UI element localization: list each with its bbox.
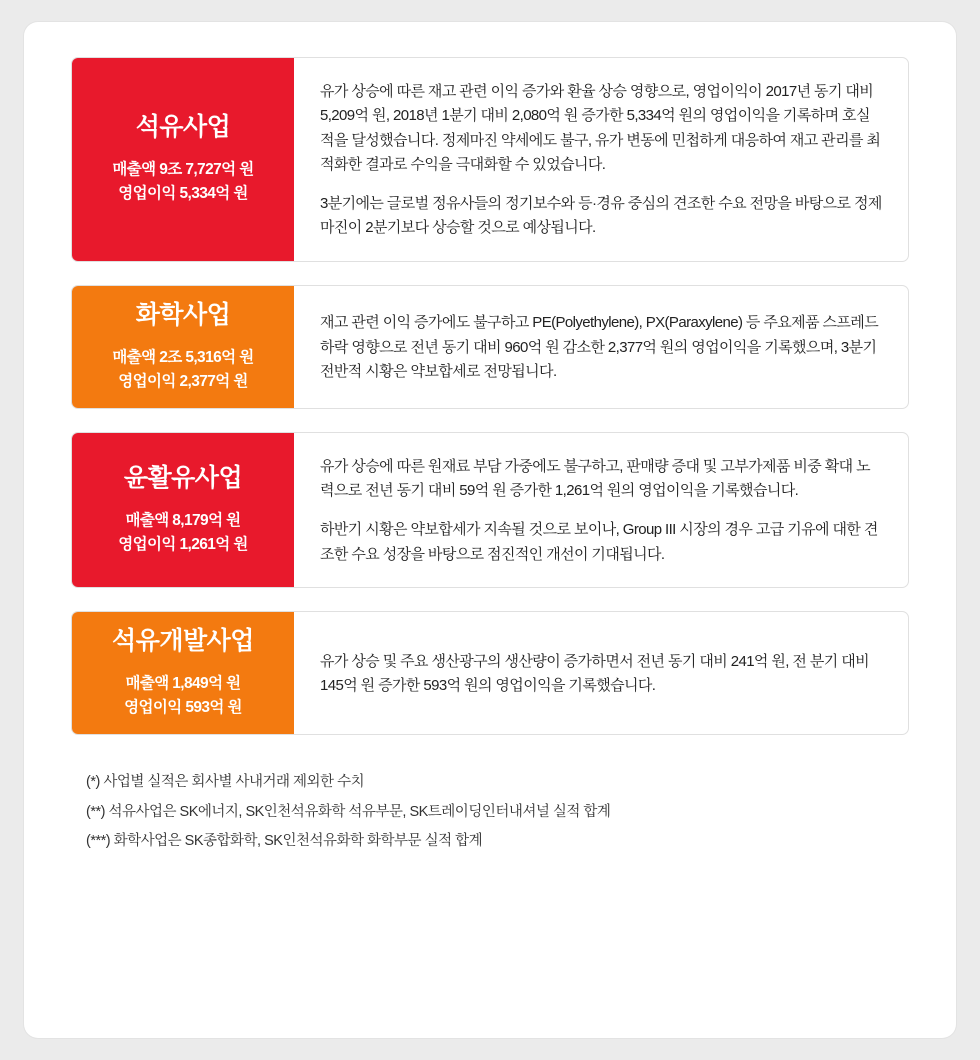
footnote-item: (*) 사업별 실적은 회사별 사내거래 제외한 수치: [86, 774, 365, 791]
segment-revenue: 매출액 2조 5,316억 원: [112, 348, 254, 366]
segment-paragraph: 유가 상승 및 주요 생산광구의 생산량이 증가하면서 전년 동기 대비 241억 원, 전 분기 대비 145억 원 증가한 593억 원의 영업이익을 기록했습니다.: [320, 652, 870, 695]
segment-header-chemical: [72, 286, 294, 408]
segment-title: 화학사업: [135, 300, 231, 329]
segment-row-chemical: [72, 286, 908, 408]
segment-title: 석유사업: [135, 113, 231, 142]
segment-revenue: 매출액 9조 7,727억 원: [112, 161, 254, 179]
segment-row-oil: [72, 58, 908, 261]
segment-body-oil: [294, 58, 908, 261]
segment-operating-profit: 영업이익 2,377억 원: [118, 372, 248, 390]
segment-paragraph: 유가 상승에 따른 재고 관련 이익 증가와 환율 상승 영향으로, 영업이익이 2017년 동기 대비 5,209억 원, 2018년 1분기 대비 2,080억 원 증가한 5,334억 원의 영업이익을 기록하며 호실적을 달성했습니다. 정제마진 약세에도 불구, 유가 변동에 민첩하게 대응하여 재고 관리를 최적화한 결과로 수익을 극대화할 수 있었습니다.: [320, 83, 881, 173]
segment-operating-profit: 영업이익 5,334억 원: [118, 185, 248, 203]
segment-row-e-and-p: [72, 612, 908, 734]
segment-header-oil: [72, 58, 294, 261]
segment-body-e-and-p: [294, 612, 908, 734]
footnote-list: [72, 759, 908, 853]
segment-header-lubricants: [72, 433, 294, 587]
segment-body-chemical: [294, 286, 908, 408]
segment-operating-profit: 영업이익 1,261억 원: [118, 535, 248, 553]
segment-revenue: 매출액 8,179억 원: [125, 511, 241, 529]
segment-paragraph: 유가 상승에 따른 원재료 부담 가중에도 불구하고, 판매량 증대 및 고부가제품 비중 확대 노력으로 전년 동기 대비 59억 원 증가한 1,261억 원의 영업이익을 기록했습니다.: [320, 457, 870, 500]
segment-operating-profit: 영업이익 593억 원: [124, 699, 242, 717]
segment-revenue: 매출액 1,849억 원: [125, 675, 241, 692]
footnote-item: (***) 화학사업은 SK종합화학, SK인천석유화학 화학부문 실적 합계: [86, 833, 483, 849]
segment-paragraph: 재고 관련 이익 증가에도 불구하고 PE(Polyethylene), PX(Paraxylene) 등 주요제품 스프레드 하락 영향으로 전년 동기 대비 960억 원 감소한 2,377억 원의 영업이익을 기록했으며, 3분기 전반적 시황은 약보합세로 전망됩니다.: [320, 314, 879, 380]
footnote-item: (**) 석유사업은 SK에너지, SK인천석유화학 석유부문, SK트레이딩인터내셔널 실적 합계: [86, 803, 611, 820]
segment-row-lubricants: [72, 433, 908, 587]
segment-paragraph: 하반기 시황은 약보합세가 지속될 것으로 보이나, Group III 시장의 경우 고급 기유에 대한 견조한 수요 성장을 바탕으로 점진적인 개선이 기대됩니다.: [320, 521, 878, 563]
segment-title: 윤활유사업: [123, 463, 243, 492]
report-card: [24, 22, 956, 1038]
segment-title: 석유개발사업: [112, 627, 254, 655]
segment-header-e-and-p: [72, 612, 294, 734]
segment-body-lubricants: [294, 433, 908, 587]
segment-paragraph: 3분기에는 글로벌 정유사들의 정기보수와 등·경유 중심의 견조한 수요 전망을 바탕으로 정제마진이 2분기보다 상승할 것으로 예상됩니다.: [320, 195, 882, 237]
